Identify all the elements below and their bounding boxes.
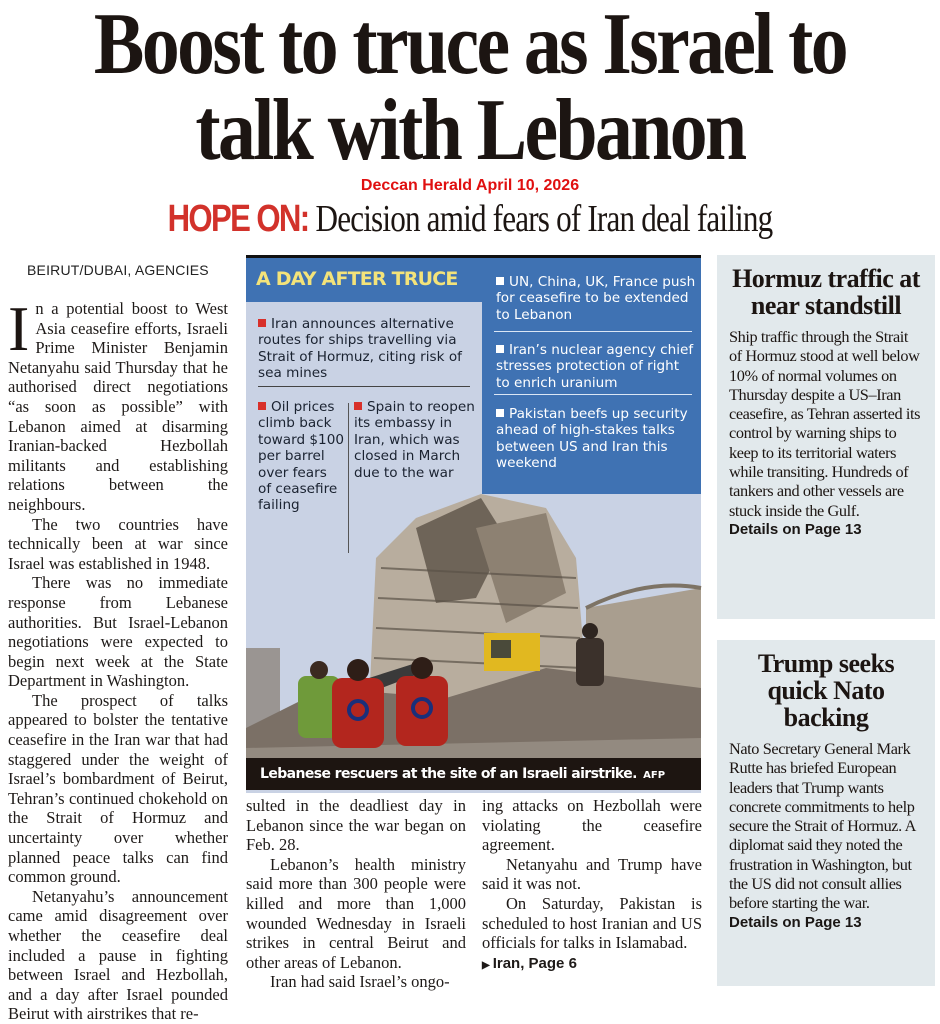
article-paragraph: The prospect of talks appeared to bolster the tentative ceasefire in the Iran war that had staggered under the weight of Israel’s bombardment of Beirut, Tehran’s continued chokehold on the Strait of Hormuz and uncertainty over whether planned peace talks can find common ground. xyxy=(8,690,228,887)
article-paragraph: Netanyahu’s announcement came amid disagreement over whether the ceasefire deal included a pause in fighting between Israel and Hezbollah, and a day after Israel pounded Beirut with airstrikes that re- xyxy=(8,886,228,1024)
info-bullet xyxy=(354,399,478,481)
info-bullet xyxy=(496,274,696,323)
divider xyxy=(258,386,470,387)
caption-text: Lebanese rescuers at the site of an Israeli airstrike. xyxy=(260,766,637,782)
dateline: BEIRUT/DUBAI, AGENCIES xyxy=(27,262,209,278)
details-link[interactable]: Details on Page 13 xyxy=(729,913,862,931)
paragraph-text: n a potential boost to West Asia ceasefire efforts, Israeli Prime Minister Benjamin Netanyahu said Thursday that he authorised direct negotiations “as soon as possible” with Lebanon aimed at disarming Iranian-backed Hezbollah militants and establishing relations between the neighbours. xyxy=(8,299,228,514)
article-paragraph: sulted in the deadliest day in Lebanon since the war began on Feb. 28. xyxy=(246,796,466,855)
article-paragraph: On Saturday, Pakistan is scheduled to host Iranian and US officials for talks in Islamabad. xyxy=(482,893,702,953)
article-paragraph xyxy=(8,293,228,515)
subheadline xyxy=(85,197,856,241)
details-link[interactable]: Details on Page 13 xyxy=(729,520,862,538)
bullet-text: UN, China, UK, France push for ceasefire to be extended to Lebanon xyxy=(496,274,696,323)
info-bullet xyxy=(258,399,344,514)
bullet-text: Pakistan beefs up security ahead of high-stakes talks between US and Iran this weekend xyxy=(496,406,688,472)
drop-cap: I xyxy=(8,293,30,364)
article-column-2 xyxy=(246,796,466,992)
article-paragraph: Iran had said Israel’s ongo- xyxy=(270,972,450,992)
bullet-square-icon xyxy=(258,402,266,410)
brief-title: Hormuz traffic at near standstill xyxy=(732,264,920,320)
info-bullet xyxy=(496,342,696,391)
article-paragraph: Netanyahu and Trump have said it was not. xyxy=(482,854,702,894)
article-paragraph: The two countries have technically been at war since Israel was established in 1948. xyxy=(8,514,228,573)
bullet-text: Oil prices climb back toward $100 per barrel over fears of ceasefire failing xyxy=(258,399,344,514)
jump-text: Iran, Page 6 xyxy=(492,954,577,972)
bullet-square-icon xyxy=(496,277,504,285)
headline-line-2: talk with Lebanon xyxy=(195,82,745,179)
bullet-text: Iran announces alternative routes for ships travelling via Strait of Hormuz, citing risk of sea mines xyxy=(258,316,462,382)
info-bullet xyxy=(496,406,696,472)
headline-line-1: Boost to truce as Israel to xyxy=(93,0,847,93)
brief-hormuz xyxy=(717,255,935,619)
divider xyxy=(494,331,692,332)
source-watermark: Deccan Herald April 10, 2026 xyxy=(360,177,580,194)
brief-title: Trump seeks quick Nato backing xyxy=(757,649,895,732)
triangle-right-icon: ▶ xyxy=(482,959,490,971)
article-paragraph: Lebanon’s health ministry said more than 300 people were killed and more than 1,000 wounded Wednesday in Israeli strikes in central Beirut and other areas of Lebanon. xyxy=(246,854,466,972)
info-title-bar xyxy=(246,258,482,302)
article-column-3 xyxy=(482,796,702,975)
info-box-day-after-truce xyxy=(246,255,701,790)
subhead-kicker: HOPE ON: xyxy=(167,198,309,240)
bullet-square-icon xyxy=(496,345,504,353)
photo-credit: AFP xyxy=(643,770,666,781)
brief-body: Ship traffic through the Strait of Hormuz stood at well below 10% of normal volumes on Thursday despite a US–Iran ceasefire, as Tehran asserted its control by warning ships to keep to its territorial waters while transiting. Hundreds of tankers and other vessels are stuck inside the Gulf. xyxy=(729,327,921,520)
article-column-1 xyxy=(8,293,228,1024)
bullet-text: Iran’s nuclear agency chief stresses protection of right to enrich uranium xyxy=(496,342,694,391)
divider xyxy=(348,403,349,553)
brief-body: Nato Secretary General Mark Rutte has briefed European leaders that Trump wants concrete commitments to help secure the Strait of Hormuz. A diplomat said they noted the frustration in Washington, but the US did not consult allies before starting the war. xyxy=(729,739,916,913)
jump-link[interactable] xyxy=(482,954,702,976)
divider xyxy=(494,394,692,395)
headline xyxy=(66,2,874,178)
brief-nato xyxy=(717,640,935,986)
bullet-square-icon xyxy=(258,319,266,327)
article-paragraph: ing attacks on Hezbollah were violating the ceasefire agreement. xyxy=(482,796,702,855)
info-box-title: A DAY AFTER TRUCE xyxy=(256,268,458,290)
bullet-square-icon xyxy=(354,402,362,410)
subhead-text: Decision amid fears of Iran deal failing xyxy=(315,198,773,240)
bullet-square-icon xyxy=(496,409,504,417)
photo-caption xyxy=(246,758,701,790)
article-paragraph: There was no immediate response from Lebanese authorities. But Israel-Lebanon negotiations were expected to begin next week at the State Department in Washington. xyxy=(8,573,228,691)
info-bullet xyxy=(258,316,480,382)
bullet-text: Spain to reopen its embassy in Iran, which was closed in March due to the war xyxy=(354,399,475,481)
